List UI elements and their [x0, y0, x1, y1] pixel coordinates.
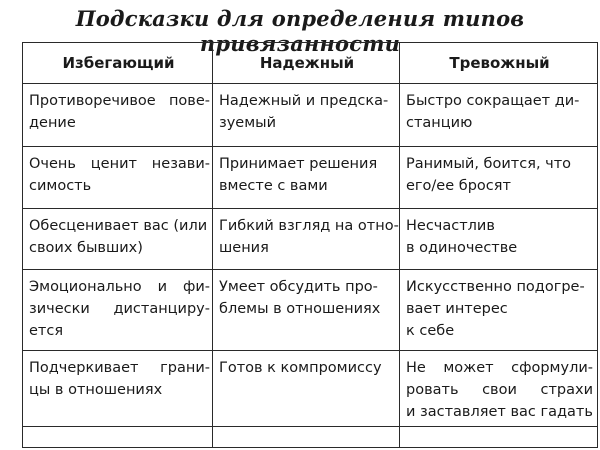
cell-line: вает интерес — [406, 301, 508, 317]
cell-line: вместе с вами — [219, 178, 328, 194]
cell-line: Эмоционально и фи- — [29, 279, 210, 295]
attachment-types-table — [22, 42, 598, 448]
cell-line: Не может сформули- — [406, 360, 593, 376]
table-row — [23, 270, 598, 351]
cell-line: симость — [29, 178, 92, 194]
cell-line: шения — [219, 240, 269, 256]
cell-line: цы в отношениях — [29, 382, 163, 398]
cell-line: в одиночестве — [406, 240, 518, 256]
cell-line: блемы в отношениях — [219, 301, 381, 317]
cell-empty — [400, 427, 598, 448]
cell-line: Очень ценит незави- — [29, 156, 210, 172]
cell-line: Противоречивое пове- — [29, 93, 210, 109]
cell-line: дение — [29, 115, 76, 131]
header-anxious: Тревожный — [400, 43, 598, 84]
cell-empty — [23, 427, 213, 448]
cell-secure — [213, 351, 400, 427]
table-row — [23, 84, 598, 147]
cell-secure — [213, 270, 400, 351]
cell-line: Подчеркивает грани- — [29, 360, 210, 376]
cell-avoidant — [23, 147, 213, 209]
cell-anxious — [400, 351, 598, 427]
cell-line: зически дистанциру- — [29, 301, 210, 317]
cell-empty — [213, 427, 400, 448]
cell-line: ется — [29, 323, 64, 339]
cell-line: его/ее бросят — [406, 178, 511, 194]
cell-line: Умеет обсудить про- — [219, 279, 378, 295]
cell-line: Надежный и предска- — [219, 93, 389, 109]
cell-line: станцию — [406, 115, 473, 131]
cell-line: Несчастлив — [406, 218, 495, 234]
cell-line: Ранимый, боится, что — [406, 156, 572, 172]
table-row — [23, 209, 598, 270]
cell-line: своих бывших) — [29, 240, 143, 256]
cell-avoidant — [23, 209, 213, 270]
cell-secure — [213, 84, 400, 147]
cell-line: к себе — [406, 323, 455, 339]
cell-line: Быстро сокращает ди- — [406, 93, 580, 109]
table-row-partial — [23, 427, 598, 448]
cell-line: Искусственно подогре- — [406, 279, 585, 295]
cell-secure — [213, 209, 400, 270]
cell-line: Готов к компромиссу — [219, 360, 382, 376]
table-row — [23, 147, 598, 209]
header-secure: Надежный — [213, 43, 400, 84]
cell-line: Принимает решения — [219, 156, 378, 172]
table-header-row — [23, 43, 598, 84]
header-avoidant: Избегающий — [23, 43, 213, 84]
cell-secure — [213, 147, 400, 209]
cell-line: зуемый — [219, 115, 277, 131]
cell-line: Обесценивает вас (или — [29, 218, 208, 234]
cell-line: Гибкий взгляд на отно- — [219, 218, 399, 234]
cell-anxious — [400, 147, 598, 209]
cell-avoidant — [23, 84, 213, 147]
cell-line: и заставляет вас гадать — [406, 404, 593, 420]
cell-avoidant — [23, 270, 213, 351]
cell-anxious — [400, 270, 598, 351]
cell-avoidant — [23, 351, 213, 427]
cell-anxious — [400, 209, 598, 270]
cell-anxious — [400, 84, 598, 147]
table-row — [23, 351, 598, 427]
page-title: Подсказки для определения типов привязанности — [75, 6, 525, 56]
cell-line: ровать свои страхи — [406, 382, 593, 398]
